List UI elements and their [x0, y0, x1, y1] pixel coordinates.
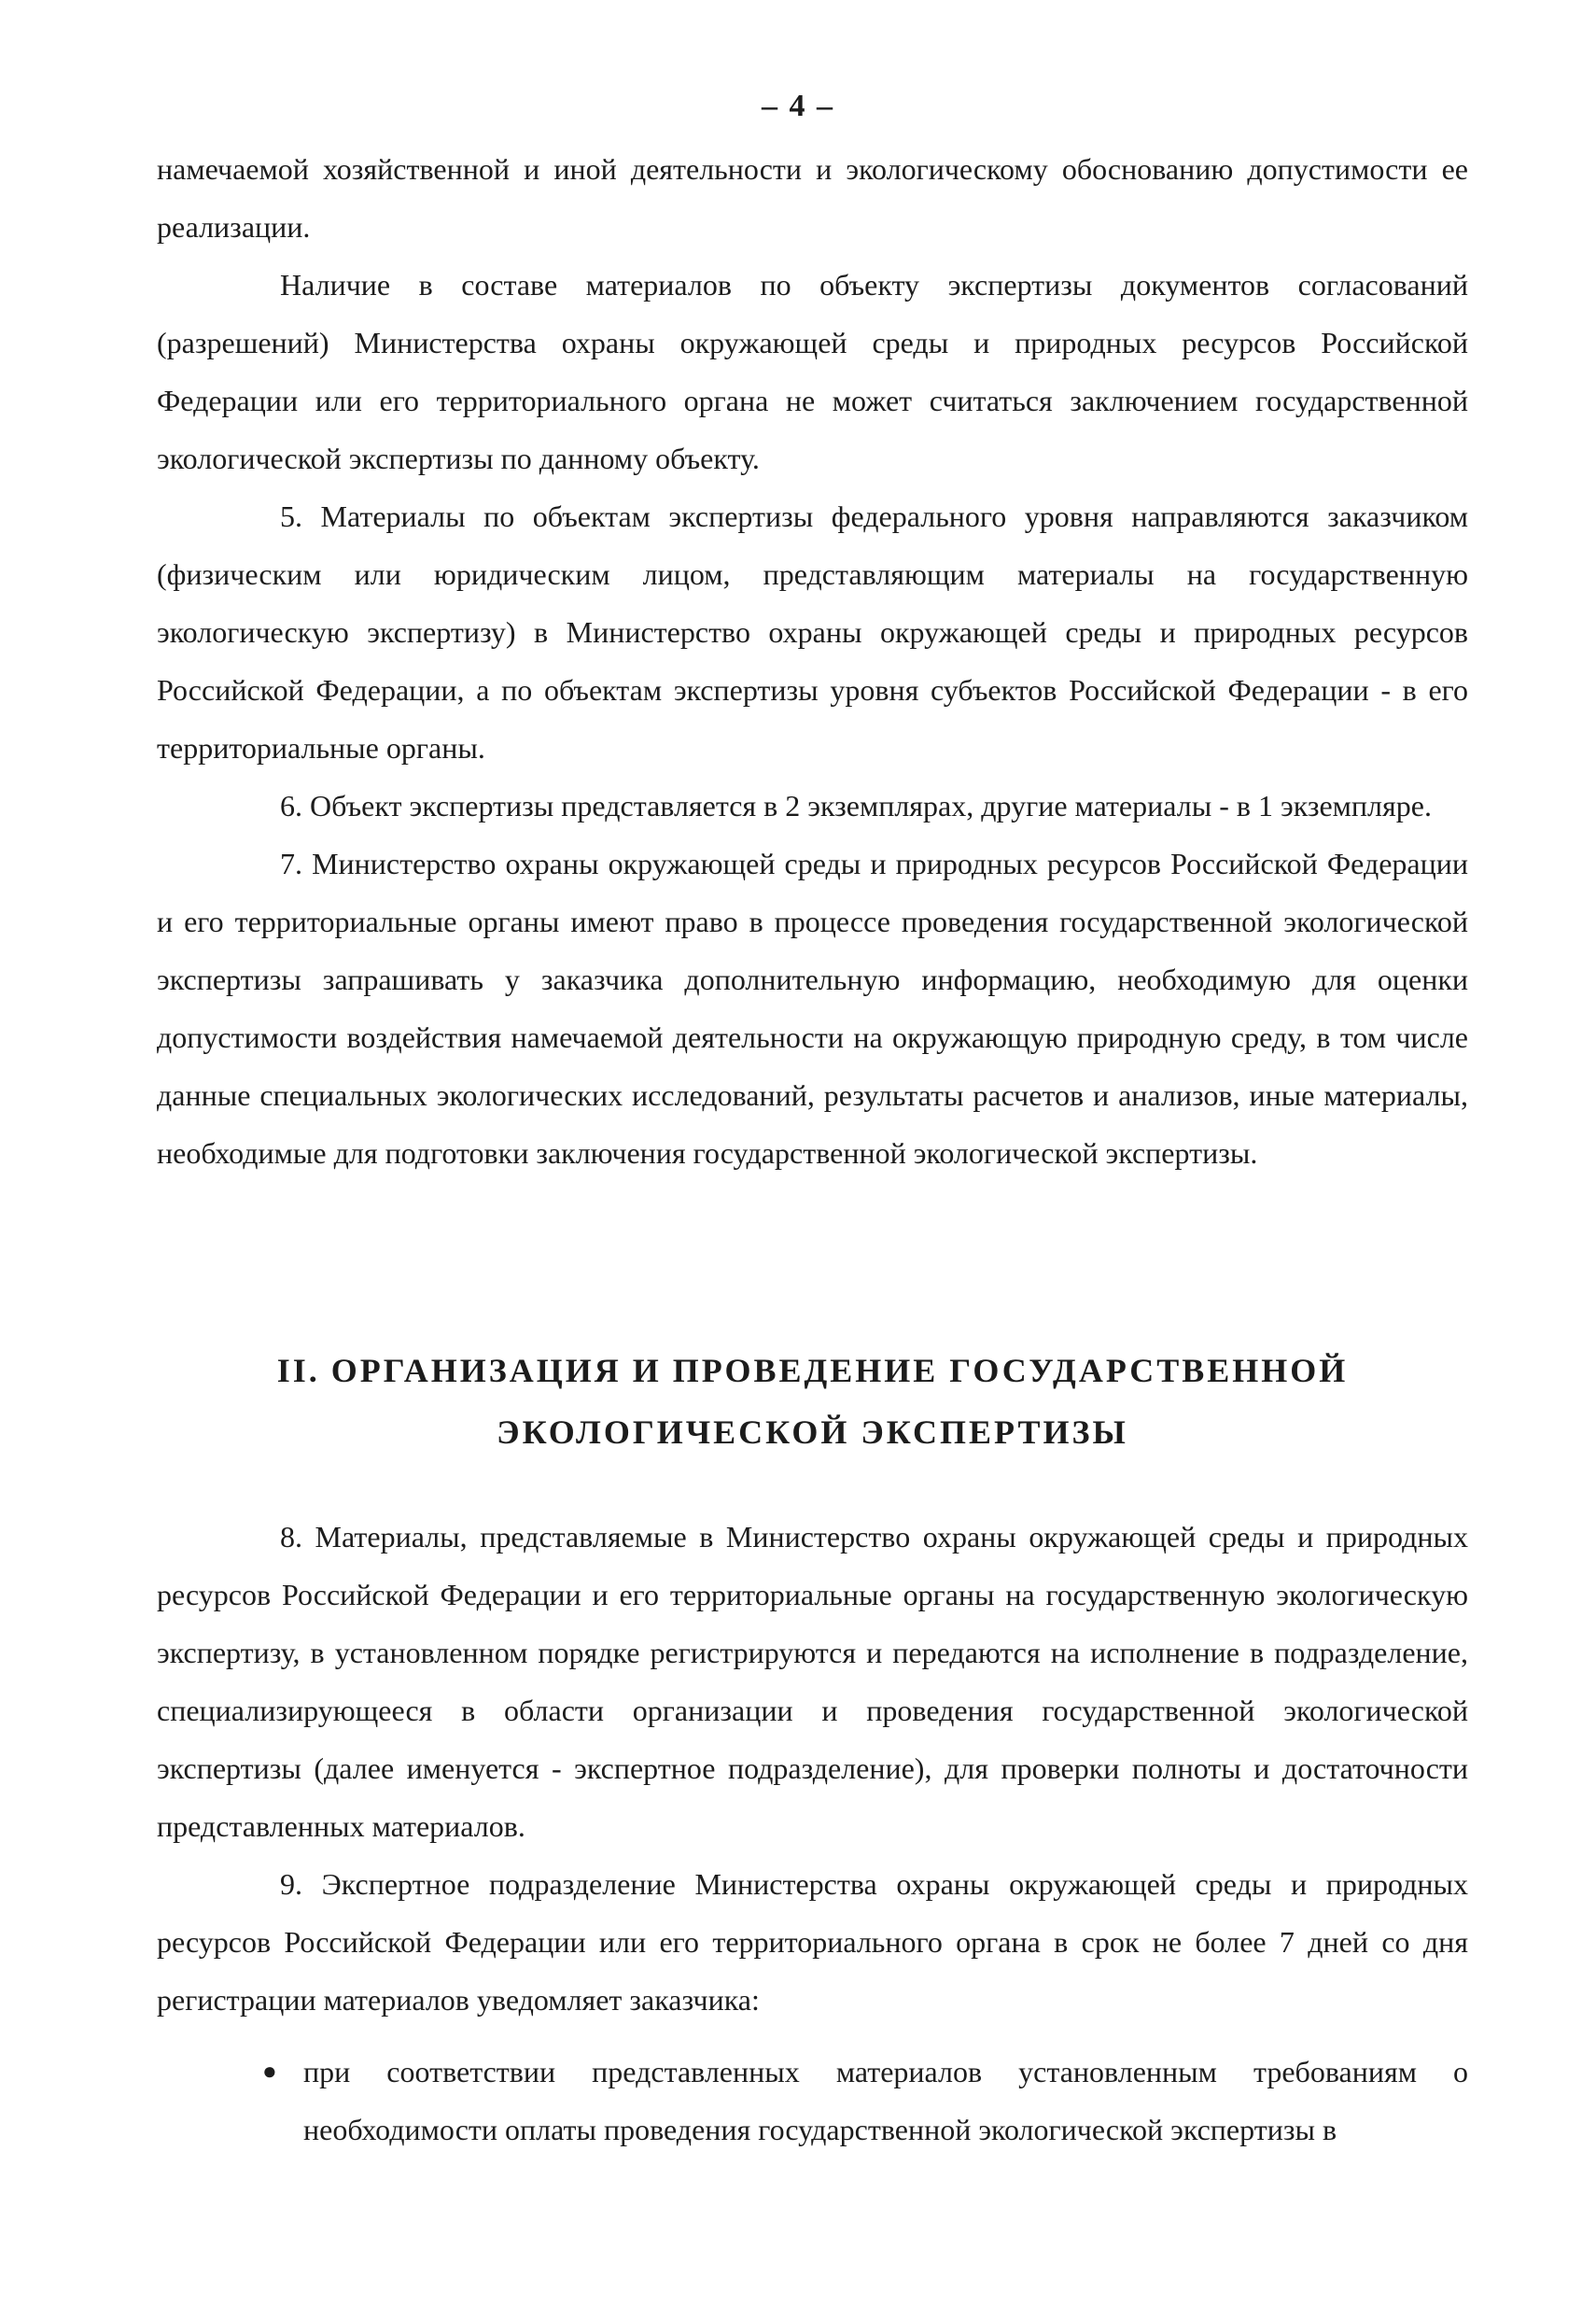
paragraph-item-7: 7. Министерство охраны окружающей среды и природных ресурсов Российской Федерации и его территориальные органы имеют право в процессе проведения государственной экологической экспертизы запрашивать у заказчика дополнительную информацию, необходимую для оценки допустимости воздействия намечаемой деятельности на окружающую природную среду, в том числе данные специальных экологических исследований, результаты расчетов и анализов, иные материалы, необходимые для подготовки заключения государственной экологической экспертизы. — [157, 847, 1468, 1170]
text-block-intro — [157, 140, 1468, 1182]
paragraph-continuation: намечаемой хозяйственной и иной деятельности и экологическому обоснованию допустимости ее реализации. — [157, 152, 1468, 244]
paragraph-item-9: 9. Экспертное подразделение Министерства охраны окружающей среды и природных ресурсов Российской Федерации или его территориального органа в срок не более 7 дней со дня регистрации материалов уведомляет заказчика: — [157, 1867, 1468, 2017]
paragraph-item-6: 6. Объект экспертизы представляется в 2 экземплярах, другие материалы - в 1 экземпляре. — [280, 789, 1432, 823]
paragraph-item-5: 5. Материалы по объектам экспертизы федерального уровня направляются заказчиком (физическим или юридическим лицом, представляющим материалы на государственную экологическую экспертизу) в Министерство охраны окружающей среды и природных ресурсов Российской Федерации, а по объектам экспертизы уровня субъектов Российской Федерации - в его территориальные органы. — [157, 499, 1468, 765]
paragraph-item-8: 8. Материалы, представляемые в Министерство охраны окружающей среды и природных ресурсов Российской Федерации и его территориальные органы на государственную экологическую экспертизу, в установленном порядке регистрируются и передаются на исполнение в подразделение, специализирующееся в области организации и проведения государственной экологической экспертизы (далее именуется - экспертное подразделение), для проверки полноты и достаточности представленных материалов. — [157, 1520, 1468, 1843]
bullet-item-text: при соответствии представленных материалов установленным требованиям о необходимости оплаты проведения государственной экологической экспертизы в — [303, 2055, 1468, 2146]
section-heading-line-1: II. ОРГАНИЗАЦИЯ И ПРОВЕДЕНИЕ ГОСУДАРСТВЕННОЙ — [276, 1352, 1349, 1389]
text-block-section-2 — [157, 1508, 1468, 2029]
section-heading — [157, 1340, 1468, 1463]
page-number: – 4 – — [762, 89, 834, 123]
bullet-dot-icon: ● — [262, 2058, 277, 2085]
paragraph-approvals-note: Наличие в составе материалов по объекту экспертизы документов согласований (разрешений) Министерства охраны окружающей среды и природных ресурсов Российской Федерации или его территориального органа не может считаться заключением государственной экологической экспертизы по данному объекту. — [157, 268, 1468, 475]
section-heading-line-2: ЭКОЛОГИЧЕСКОЙ ЭКСПЕРТИЗЫ — [497, 1413, 1128, 1451]
bullet-list-item — [262, 2043, 1468, 2158]
